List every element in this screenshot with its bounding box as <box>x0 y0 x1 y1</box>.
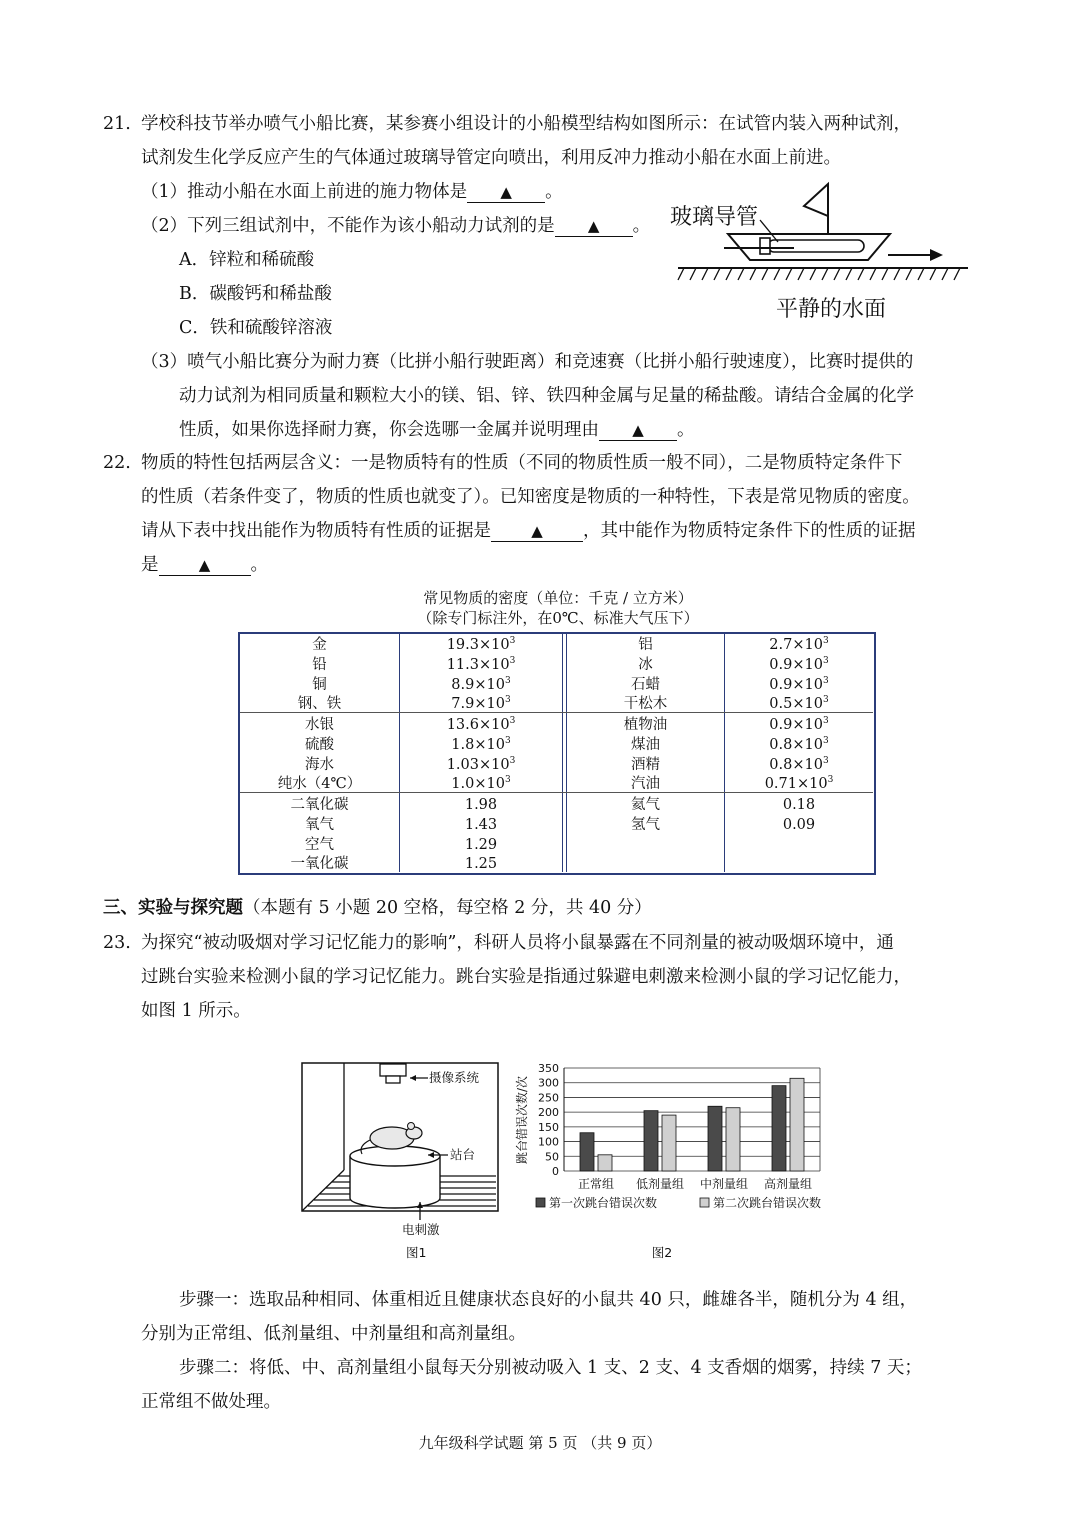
q21-option-c: C．铁和硫酸锌溶液 <box>179 318 333 338</box>
figure1-jump-platform <box>300 1060 500 1260</box>
q23-line1: 为探究“被动吸烟对学习记忆能力的影响”，科研人员将小鼠暴露在不同剂量的被动吸烟环境中，通 <box>141 933 894 953</box>
q23-line3: 如图 1 所示。 <box>141 1001 251 1021</box>
q21-part1-end: 。 <box>545 182 563 202</box>
cell-text: 冰 <box>638 656 653 673</box>
density-value-cell <box>725 736 873 756</box>
q21-part1-text: （1）推动小船在水面上前进的施力物体是 <box>141 182 468 202</box>
figure1-caption: 图1 <box>406 1245 427 1260</box>
density-value-cell <box>400 855 562 875</box>
cell-text: 空气 <box>305 836 334 853</box>
substance-name-cell <box>240 636 399 656</box>
cell-text: 13.6×10 <box>446 717 510 733</box>
cell-text: 一氧化碳 <box>290 856 349 873</box>
cell-text: 1.29 <box>464 836 498 853</box>
density-value-cell <box>400 796 562 816</box>
boat-flag <box>804 184 828 216</box>
substance-name-cell <box>567 636 724 656</box>
direction-arrowhead <box>930 249 943 261</box>
exponent: 3 <box>509 755 516 766</box>
figure2-bar-chart <box>508 1058 843 1263</box>
density-value-cell <box>725 756 873 776</box>
cell-text: 硫酸 <box>305 736 334 753</box>
density-value-cell <box>725 636 873 656</box>
q21-part2 <box>141 214 650 238</box>
cell-text: 海水 <box>305 756 334 773</box>
cell-text: 1.25 <box>464 856 498 873</box>
q22-number: 22. <box>103 453 131 473</box>
density-value-cell <box>725 656 873 676</box>
x-tick-label: 中剂量组 <box>699 1177 749 1191</box>
blank-mark: ▲ <box>500 183 512 201</box>
q21-part3-end: 。 <box>677 420 695 440</box>
y-tick-label: 200 <box>538 1106 559 1120</box>
cell-text: 石蜡 <box>631 676 660 693</box>
cell-text: 铝 <box>638 637 653 653</box>
density-value-cell <box>400 695 562 715</box>
answer-blank[interactable] <box>159 555 251 576</box>
substance-name-cell <box>240 676 399 696</box>
water-hatching <box>678 268 960 280</box>
cell-text: 铅 <box>312 656 327 673</box>
camera-lens <box>386 1076 400 1083</box>
answer-blank[interactable] <box>467 182 545 203</box>
q22-line3 <box>141 519 916 543</box>
cell-text: 煤油 <box>631 736 660 753</box>
legend-swatch-second <box>700 1198 709 1207</box>
water-label: 平静的水面 <box>776 297 887 322</box>
q21-part2-text: （2）下列三组试剂中，不能作为该小船动力试剂的是 <box>141 216 555 236</box>
density-value-cell <box>725 676 873 696</box>
bar-second-attempt <box>726 1108 740 1171</box>
substance-name-cell <box>240 695 399 715</box>
cell-text: 植物油 <box>623 717 668 733</box>
q22-line2: 的性质（若条件变了，物质的性质也就变了）。已知密度是物质的一种特性，下表是常见物质的密度。 <box>141 487 920 507</box>
density-value-cell <box>400 816 562 836</box>
y-tick-label: 0 <box>552 1165 559 1178</box>
substance-name-cell <box>567 695 724 715</box>
substance-name-cell <box>240 656 399 676</box>
bar-first-attempt <box>580 1133 594 1171</box>
camera-body <box>380 1064 406 1076</box>
density-table <box>238 632 876 875</box>
bar-second-attempt <box>790 1078 804 1171</box>
q23-step2-line2: 正常组不做处理。 <box>141 1392 281 1412</box>
cell-text: 1.03×10 <box>446 756 510 773</box>
density-value-cell <box>725 796 873 816</box>
cell-text: 酒精 <box>631 756 660 773</box>
stopper <box>760 238 770 254</box>
density-value-cell <box>400 636 562 656</box>
table-title: 常见物质的密度（单位：千克 / 立方米） <box>423 589 693 607</box>
density-value-cell <box>400 756 562 776</box>
blank-mark: ▲ <box>632 421 644 439</box>
q21-option-b: B．碳酸钙和稀盐酸 <box>179 284 332 304</box>
glass-tube-label: 玻璃导管 <box>670 205 759 230</box>
cell-text: 19.3×10 <box>446 637 510 653</box>
substance-name-cell <box>567 756 724 776</box>
page-footer: 九年级科学试题 第 5 页 （共 9 页） <box>418 1434 662 1452</box>
y-tick-label: 100 <box>538 1135 559 1149</box>
q21-option-a: A．锌粒和稀硫酸 <box>179 250 315 270</box>
q21-part2-end: 。 <box>632 216 651 236</box>
y-tick-label: 300 <box>538 1076 559 1090</box>
substance-name-cell <box>567 796 724 816</box>
cell-text: 0.8×10 <box>769 736 823 753</box>
boat-figure <box>668 176 973 324</box>
cell-text: 11.3×10 <box>446 656 510 673</box>
density-value-cell <box>725 816 873 836</box>
cell-text: 0.5×10 <box>769 696 823 713</box>
section3-heading <box>103 896 652 920</box>
bar-second-attempt <box>598 1155 612 1171</box>
exponent: 3 <box>822 655 829 666</box>
cell-text: 7.9×10 <box>451 696 505 713</box>
exponent: 3 <box>504 675 511 686</box>
substance-name-cell <box>240 716 399 736</box>
exponent: 3 <box>504 735 511 746</box>
substance-name-cell <box>567 816 724 836</box>
density-value-cell <box>400 656 562 676</box>
cell-text: 0.71×10 <box>764 776 828 793</box>
table-subtitle: （除专门标注外，在0℃、标准大气压下） <box>417 609 699 627</box>
exponent: 3 <box>822 636 829 646</box>
cell-text: 1.43 <box>464 816 498 833</box>
cell-text: 铜 <box>312 676 327 693</box>
cell-text: 0.9×10 <box>769 656 823 673</box>
q23-step2-line1: 步骤二：将低、中、高剂量组小鼠每天分别被动吸入 1 支、2 支、4 支香烟的烟雾，持续 7 天； <box>179 1358 922 1378</box>
density-value-cell <box>400 836 562 856</box>
density-value-cell <box>725 775 873 795</box>
exponent: 3 <box>822 695 829 706</box>
cell-text: 氢气 <box>631 816 660 833</box>
exponent: 3 <box>509 655 516 666</box>
q22-line3-mid: ，其中能作为物质特定条件下的性质的证据 <box>583 521 916 541</box>
blank-mark: ▲ <box>587 217 600 235</box>
test-tube <box>768 240 864 252</box>
blank-mark: ▲ <box>531 522 543 540</box>
q21-part1 <box>141 180 563 204</box>
cell-text: 8.9×10 <box>451 676 505 693</box>
q22-line1: 物质的特性包括两层含义：一是物质特有的性质（不同的物质性质一般不同），二是物质特定条件下 <box>141 453 903 473</box>
section3-note: （本题有 5 小题 20 空格，每空格 2 分，共 40 分） <box>243 898 652 918</box>
cell-text: 0.9×10 <box>769 676 823 693</box>
y-tick-label: 350 <box>538 1062 559 1075</box>
substance-name-cell <box>567 676 724 696</box>
q21-number: 21. <box>103 114 131 134</box>
substance-name-cell <box>567 736 724 756</box>
exponent: 3 <box>827 775 834 786</box>
q21-part3-line2: 动力试剂为相同质量和颗粒大小的镁、铝、锌、铁四种金属与足量的稀盐酸。请结合金属的化学 <box>179 386 914 406</box>
cell-text: 水银 <box>305 717 334 733</box>
bar-first-attempt <box>772 1086 786 1171</box>
platform-label: 站台 <box>450 1147 476 1162</box>
q23-step1-line1: 步骤一：选取品种相同、体重相近且健康状态良好的小鼠共 40 只，雌雄各半，随机分为 4 组， <box>179 1290 918 1310</box>
q22-line4-end: 。 <box>250 555 268 575</box>
legend-swatch-first <box>536 1198 545 1207</box>
cell-text: 1.0×10 <box>451 776 505 793</box>
cell-text: 氧气 <box>305 816 334 833</box>
q22-line3-text: 请从下表中找出能作为物质特有性质的证据是 <box>141 521 491 541</box>
cell-text: 0.8×10 <box>769 756 823 773</box>
cell-text: 纯水（4℃） <box>277 776 362 793</box>
exponent: 3 <box>509 716 516 726</box>
camera-label: 摄像系统 <box>429 1070 480 1085</box>
density-value-cell <box>400 736 562 756</box>
bar-first-attempt <box>644 1111 658 1171</box>
substance-name-cell <box>240 816 399 836</box>
cell-text: 1.8×10 <box>451 736 505 753</box>
bar-second-attempt <box>662 1115 676 1171</box>
q21-line1: 学校科技节举办喷气小船比赛，某参赛小组设计的小船模型结构如图所示：在试管内装入两种试剂， <box>141 114 911 134</box>
density-value-cell <box>725 716 873 736</box>
answer-blank[interactable] <box>555 216 633 237</box>
substance-name-cell <box>567 656 724 676</box>
cell-text: 金 <box>312 637 327 653</box>
y-tick-label: 250 <box>538 1091 559 1105</box>
exponent: 3 <box>822 716 829 726</box>
substance-name-cell <box>240 775 399 795</box>
q23-line2: 过跳台实验来检测小鼠的学习记忆能力。跳台实验是指通过躲避电刺激来检测小鼠的学习记忆能力， <box>141 967 911 987</box>
bar-first-attempt <box>708 1106 722 1171</box>
q21-part3-text: 性质，如果你选择耐力赛，你会选哪一金属并说明理由 <box>179 420 599 440</box>
y-tick-label: 50 <box>545 1150 559 1164</box>
section3-title: 三、实验与探究题 <box>103 898 243 918</box>
cell-text: 干松木 <box>623 696 668 713</box>
x-tick-label: 高剂量组 <box>763 1177 813 1191</box>
y-axis-label: 跳台错误次数/次 <box>515 1075 529 1165</box>
exponent: 3 <box>822 755 829 766</box>
cell-text: 1.98 <box>464 797 498 813</box>
cell-text: 2.7×10 <box>769 637 823 653</box>
substance-name-cell <box>240 836 399 856</box>
cell-text: 二氧化碳 <box>290 797 349 813</box>
substance-name-cell <box>240 736 399 756</box>
substance-name-cell <box>567 716 724 736</box>
answer-blank[interactable] <box>491 521 583 542</box>
legend-label: 第二次跳台错误次数 <box>713 1196 822 1210</box>
exponent: 3 <box>822 735 829 746</box>
cell-text: 0.09 <box>782 816 816 833</box>
density-value-cell <box>400 676 562 696</box>
density-value-cell <box>400 716 562 736</box>
exponent: 3 <box>504 695 511 706</box>
q23-step1-line2: 分别为正常组、低剂量组、中剂量组和高剂量组。 <box>141 1324 526 1344</box>
figure2-caption: 图2 <box>651 1245 673 1260</box>
x-tick-label: 低剂量组 <box>635 1177 685 1191</box>
q21-line2: 试剂发生化学反应产生的气体通过玻璃导管定向喷出，利用反冲力推动小船在水面上前进。 <box>141 148 841 168</box>
exponent: 3 <box>504 775 511 786</box>
substance-name-cell <box>240 855 399 875</box>
substance-name-cell <box>567 775 724 795</box>
cell-text: 汽油 <box>631 776 660 793</box>
density-value-cell <box>400 775 562 795</box>
blank-mark: ▲ <box>198 556 211 574</box>
shock-label: 电刺激 <box>402 1222 440 1237</box>
substance-name-cell <box>240 756 399 776</box>
x-tick-label: 正常组 <box>577 1177 615 1191</box>
cell-text: 氦气 <box>631 797 660 813</box>
q21-part3-line3 <box>179 418 695 442</box>
q23-number: 23. <box>103 933 131 953</box>
cell-text: 0.18 <box>782 797 816 813</box>
y-tick-label: 150 <box>538 1120 559 1134</box>
density-value-cell <box>725 695 873 715</box>
legend-label: 第一次跳台错误次数 <box>549 1196 658 1210</box>
exponent: 3 <box>822 675 829 686</box>
cell-text: 钢、铁 <box>297 696 342 713</box>
cell-text: 0.9×10 <box>769 717 823 733</box>
substance-name-cell <box>240 796 399 816</box>
answer-blank[interactable] <box>599 420 677 441</box>
q21-part3-line1: （3）喷气小船比赛分为耐力赛（比拼小船行驶距离）和竞速赛（比拼小船行驶速度），比赛时提供的 <box>141 352 914 372</box>
exponent: 3 <box>509 636 516 646</box>
q22-line4-text: 是 <box>141 555 159 575</box>
q22-line4 <box>141 553 268 577</box>
